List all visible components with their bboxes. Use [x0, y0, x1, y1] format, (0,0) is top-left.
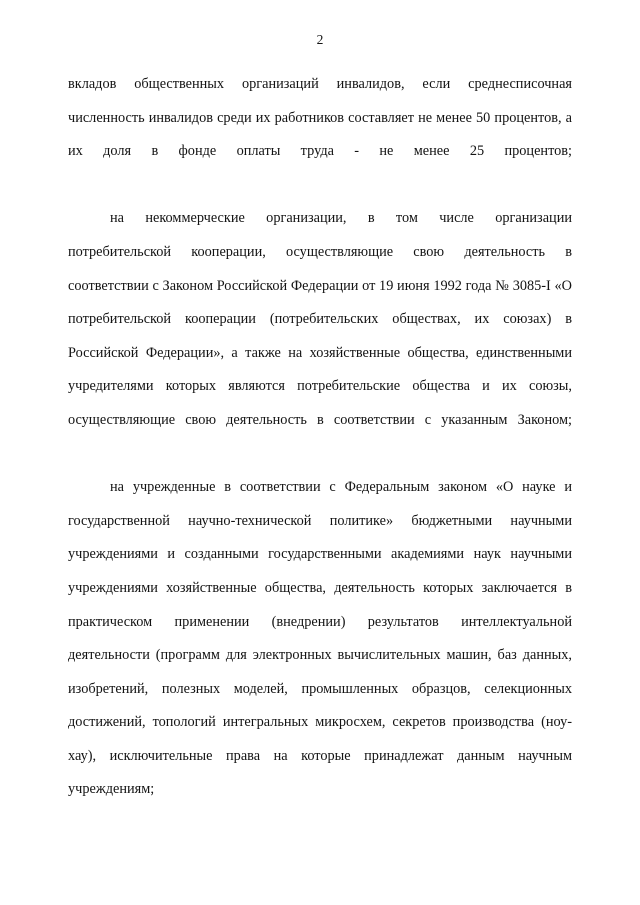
document-body [68, 68, 572, 841]
page-number: 2 [316, 32, 324, 47]
paragraph: на некоммерческие организации, в том числе организации потребительской кооперации, осуществляющие свою деятельность в соответствии с Законом Российской Федерации от 19 июня 1992 года № 3085-I «О потребительской кооперации (потребительских обществах, их союзах) в Российской Федерации», а также на хозяйственные общества, единственными учредителями которых являются потребительские общества и их союзы, осуществляющие свою деятельность в соответствии с указанным Законом; [68, 210, 572, 428]
paragraph: вкладов общественных организаций инвалидов, если среднесписочная численность инвалидов среди их работников составляет не менее 50 процентов, а их доля в фонде оплаты труда - не менее 25 процентов; [68, 76, 572, 160]
paragraph: на учрежденные в соответствии с Федеральным законом «О науке и государственной научно-технической политике» бюджетными научными учреждениями и созданными государственными академиями наук научными учреждениями хозяйственные общества, деятельность которых заключается в практическом применении (внедрении) результатов интеллектуальной деятельности (программ для электронных вычислительных машин, баз данных, изобретений, полезных моделей, промышленных образцов, селекционных достижений, топологий интегральных микросхем, секретов производства (ноу-хау), исключительные права на которые принадлежат данным научным учреждениям; [68, 479, 572, 798]
